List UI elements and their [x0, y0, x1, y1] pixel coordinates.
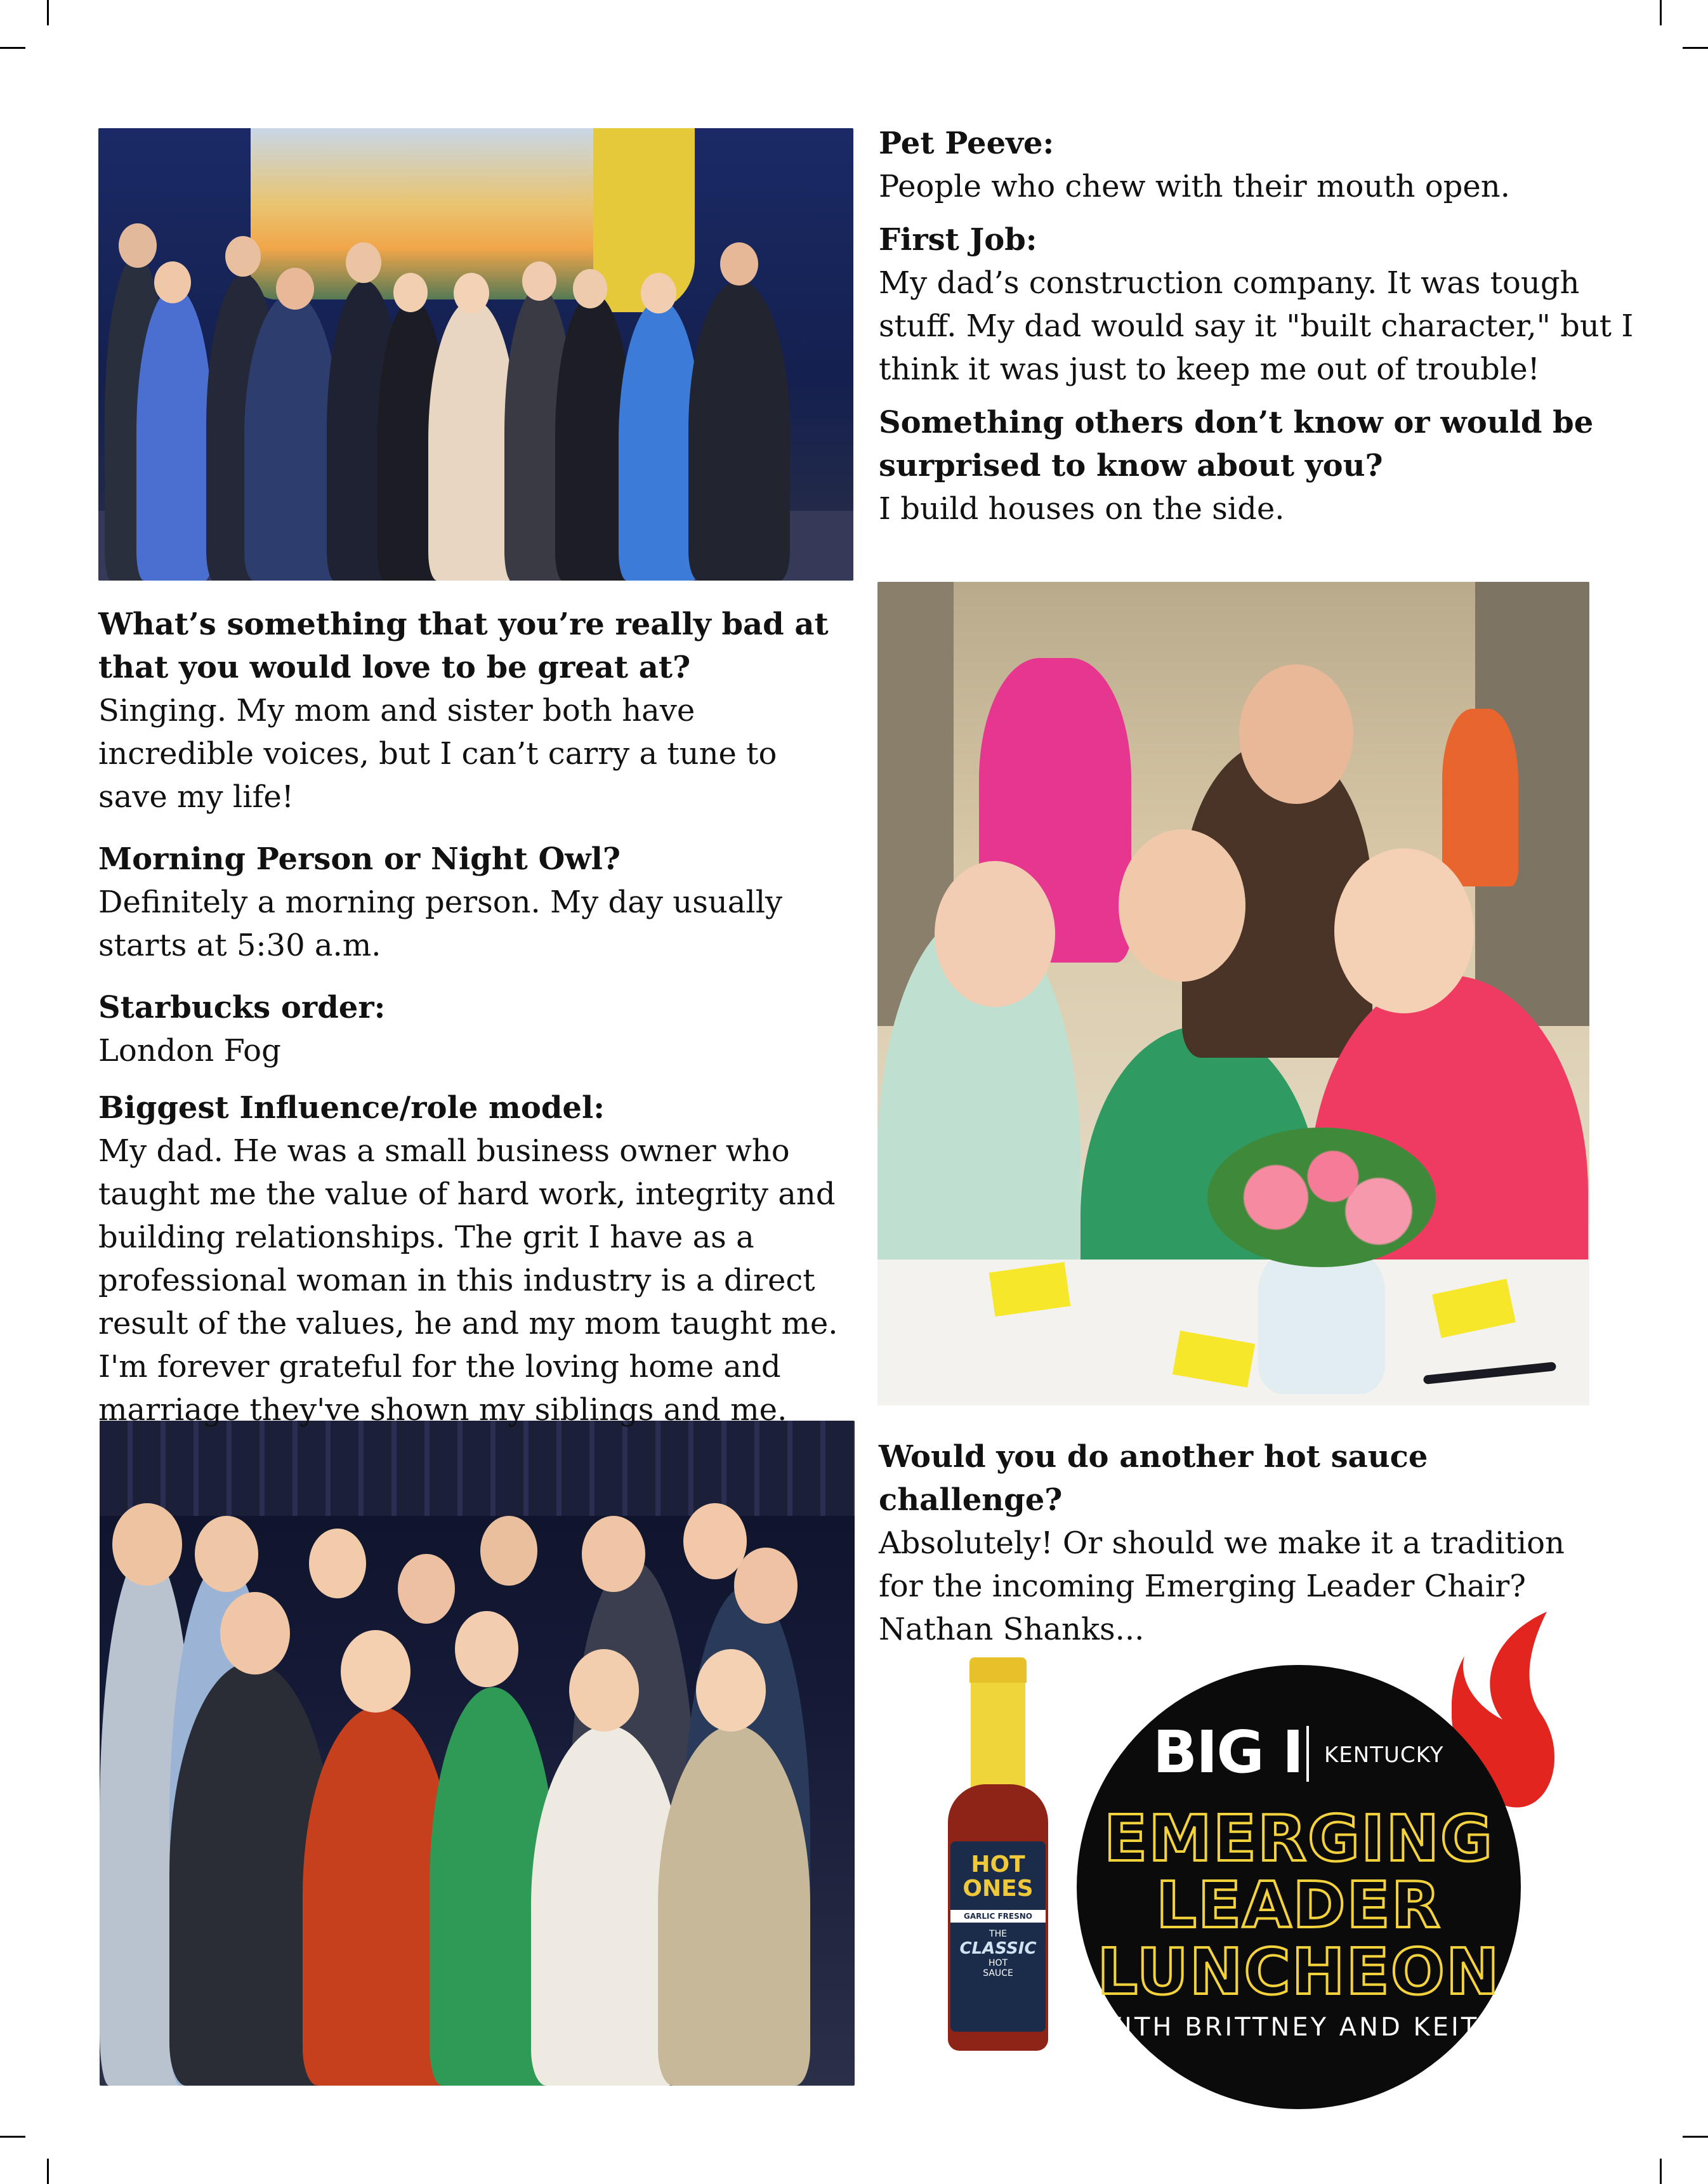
crop-mark [1660, 2159, 1662, 2184]
emerging-leader-logo [1077, 1665, 1521, 2109]
right-top-qa [879, 122, 1634, 541]
question: Starbucks order: [98, 990, 386, 1025]
crop-mark [47, 0, 49, 25]
bottle-brand-line1: HOT [971, 1852, 1025, 1878]
luncheon-women-photo [877, 582, 1589, 1405]
answer: Absolutely! Or should we make it a tradition for the incoming Emerging Leader Chair? Nathan Shanks... [879, 1525, 1565, 1647]
crop-mark [1683, 2136, 1708, 2138]
face [573, 269, 607, 308]
crop-mark [0, 2136, 25, 2138]
qa-morning-night [98, 838, 853, 967]
qa-starbucks [98, 986, 853, 1072]
face [154, 261, 191, 303]
person [244, 293, 339, 581]
bottle-name: CLASSIC [959, 1939, 1037, 1958]
face [398, 1554, 455, 1624]
face [341, 1630, 411, 1713]
logo-line-emerging: EMERGING [1103, 1801, 1494, 1876]
face [1239, 664, 1353, 804]
background-orange-guest [1442, 709, 1518, 886]
logo-tagline: WITH BRITTNEY AND KEITH [1096, 2013, 1501, 2042]
bottle-type-line1: HOT [988, 1958, 1008, 1968]
question: Morning Person or Night Owl? [98, 841, 621, 877]
face [734, 1548, 798, 1624]
answer: My dad. He was a small business owner who taught me the value of hard work, integrity and building relationships. The grit I have as a professional woman in this industry is a direct result of the values, he and my mom taught me. I'm forever grateful for the loving home and marriage they've shown my siblings and me. [98, 1133, 838, 1428]
night-group-photo [100, 1421, 855, 2086]
bottle-brand-line2: ONES [962, 1876, 1034, 1902]
question: What’s something that you’re really bad at that you would love to be great at? [98, 607, 829, 685]
person [688, 280, 790, 581]
face [935, 861, 1055, 1007]
person [658, 1725, 810, 2086]
crop-mark [47, 2159, 49, 2184]
logo-line-luncheon: LUNCHEON [1097, 1935, 1501, 2009]
face [582, 1516, 645, 1592]
bottle-type-line2: SAUCE [983, 1968, 1013, 1978]
face [1334, 848, 1474, 1013]
bottle-cap [969, 1657, 1027, 1683]
question: Something others don’t know or would be surprised to know about you? [879, 405, 1594, 484]
bottle-label [950, 1841, 1046, 2032]
face [195, 1516, 258, 1592]
bottle-neck [971, 1683, 1025, 1791]
flower-bouquet [1207, 1128, 1436, 1267]
flower-vase [1258, 1248, 1385, 1394]
qa-influence [98, 1086, 853, 1431]
qa-first-job [879, 218, 1634, 391]
face [454, 273, 489, 313]
answer: People who chew with their mouth open. [879, 169, 1510, 204]
logo-state: KENTUCKY [1324, 1742, 1444, 1768]
conference-group-photo [98, 128, 853, 581]
face [641, 273, 676, 313]
big-i-wordmark: BIG I [1153, 1718, 1303, 1786]
face [569, 1649, 639, 1732]
bottle-the: THE [989, 1929, 1007, 1939]
qa-bad-at [98, 603, 853, 819]
face [309, 1529, 366, 1598]
question: Pet Peeve: [879, 126, 1054, 161]
face [112, 1503, 182, 1586]
crop-mark [1660, 0, 1662, 25]
face [346, 242, 381, 283]
answer: I build houses on the side. [879, 491, 1285, 527]
qa-pet-peeve [879, 122, 1634, 208]
person [428, 299, 517, 581]
face [276, 268, 314, 310]
face [393, 273, 428, 312]
question: Would you do another hot sauce challenge? [879, 1439, 1428, 1518]
answer: Definitely a morning person. My day usually starts at 5:30 a.m. [98, 885, 783, 963]
face [225, 236, 261, 277]
answer: Singing. My mom and sister both have incredible voices, but I can’t carry a tune to save my life! [98, 693, 777, 815]
hot-sauce-bottle [944, 1657, 1052, 2051]
face [696, 1649, 766, 1732]
logo-line-leader: LEADER [1156, 1868, 1442, 1942]
face [480, 1516, 537, 1586]
face [522, 261, 556, 301]
face [455, 1611, 518, 1687]
answer: My dad’s construction company. It was tough stuff. My dad would say it "built character," but I think it was just to keep me out of trouble! [879, 265, 1634, 387]
face [1119, 829, 1245, 982]
question: First Job: [879, 222, 1037, 258]
bottle-flavor: GARLIC FRESNO [950, 1910, 1046, 1923]
face [220, 1592, 290, 1674]
logo-divider [1306, 1726, 1309, 1782]
answer: London Fog [98, 1033, 281, 1069]
person [136, 287, 213, 581]
crop-mark [1683, 47, 1708, 49]
crop-mark [0, 47, 25, 49]
left-qa [98, 603, 853, 1442]
face [119, 223, 157, 268]
question: Biggest Influence/role model: [98, 1090, 605, 1126]
qa-surprise [879, 401, 1634, 530]
face [720, 242, 758, 286]
